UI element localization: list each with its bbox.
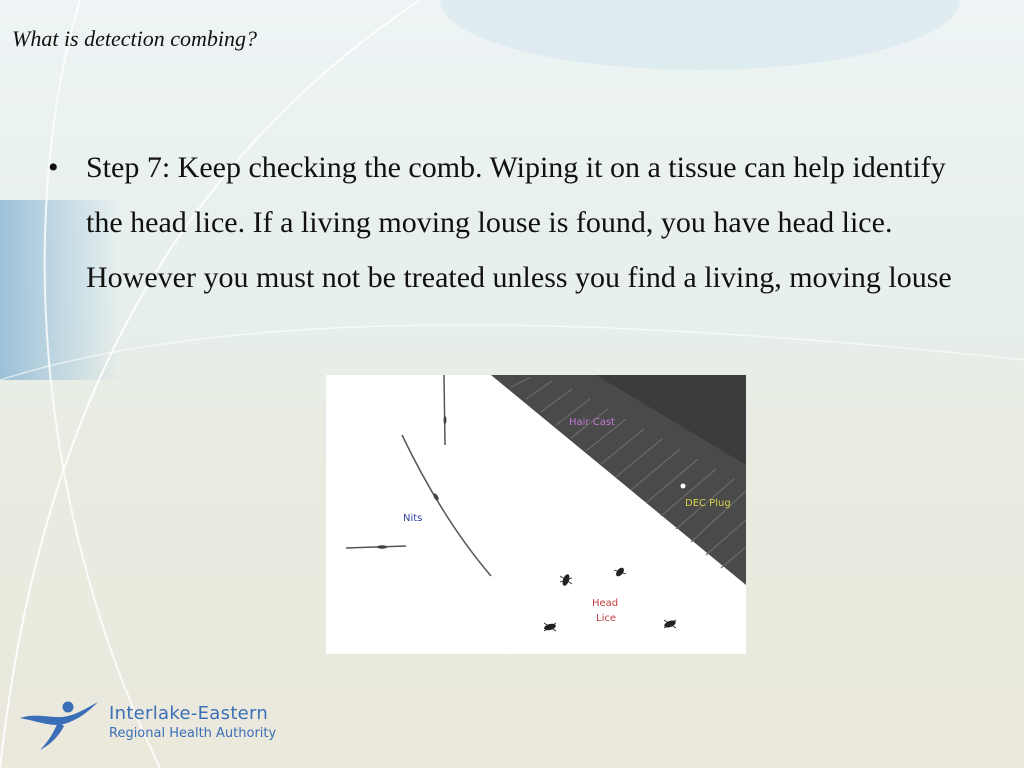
label-hair-cast: Hair Cast xyxy=(569,417,615,428)
comb-lice-photo xyxy=(326,375,746,654)
figure-logo-icon xyxy=(18,698,100,754)
logo-name: Interlake-Eastern xyxy=(109,703,269,724)
bullet-list xyxy=(48,140,968,305)
slide-title: What is detection combing? xyxy=(12,26,258,51)
bullet-item xyxy=(48,140,968,305)
comb-photo-drawing xyxy=(326,375,746,654)
label-nits: Nits xyxy=(403,513,423,524)
label-head-lice-2: Lice xyxy=(596,613,616,624)
bullet-marker: • xyxy=(48,151,59,184)
organization-logo xyxy=(18,698,298,754)
logo-subtitle: Regional Health Authority xyxy=(109,726,277,741)
label-dec-plug: DEC Plug xyxy=(685,498,731,509)
label-head-lice-1: Head xyxy=(592,598,619,609)
bullet-text: Step 7: Keep checking the comb. Wiping it on a tissue can help identify the head lice. If a living moving louse is found, you have head lice. However you must not be treated unless you find a living, moving louse xyxy=(86,151,952,294)
